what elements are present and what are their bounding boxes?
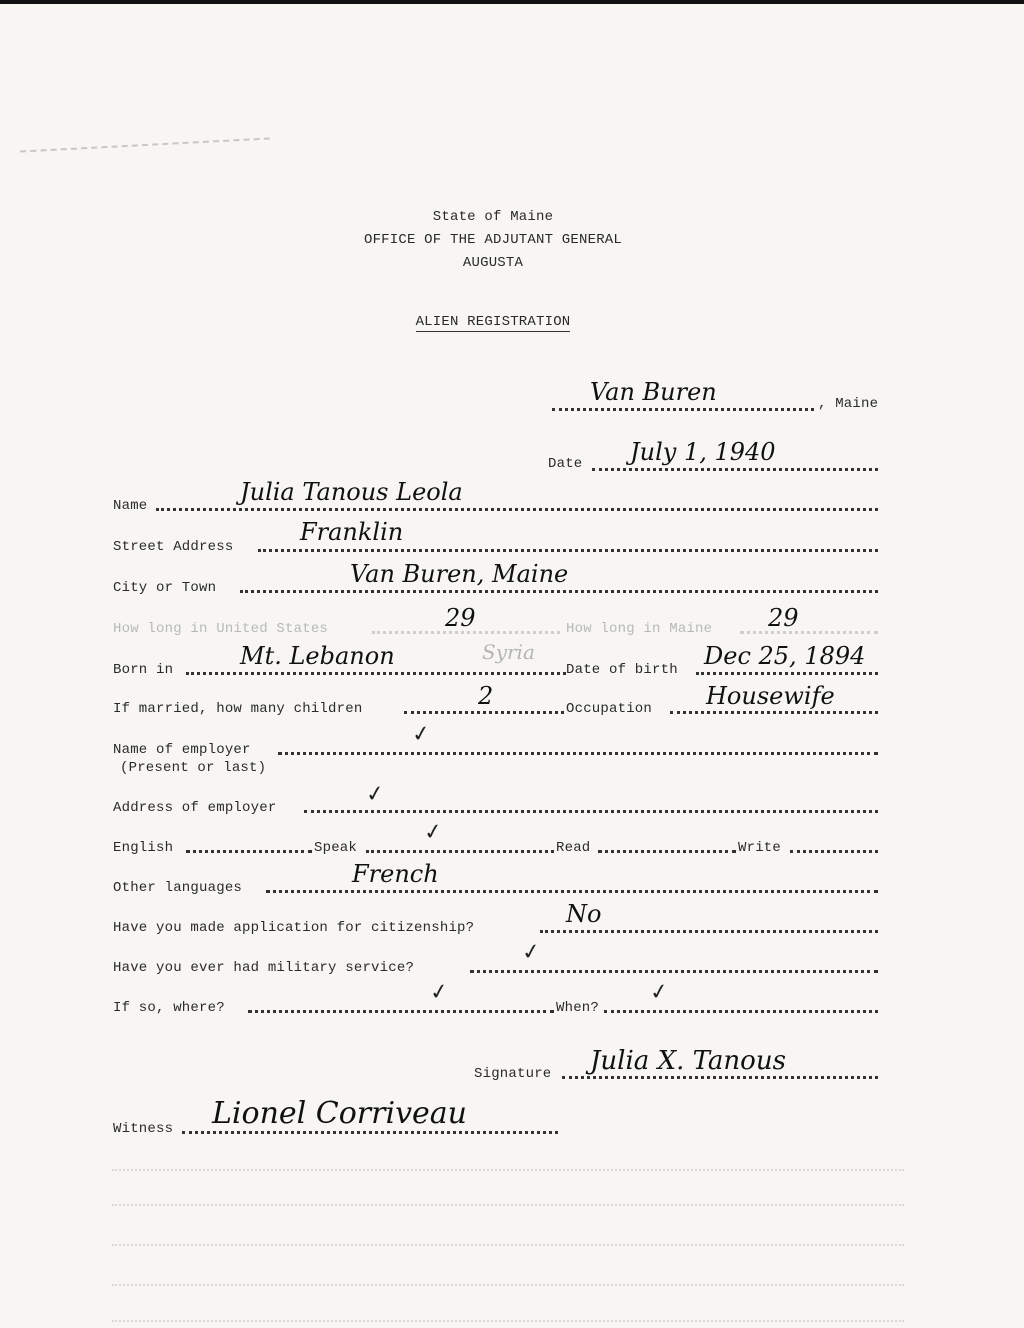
other-lang-dots — [266, 888, 878, 893]
city-dots — [240, 588, 878, 593]
city-heading: AUGUSTA — [462, 255, 524, 271]
write-label: Write — [738, 840, 782, 856]
citizenship-label: Have you made application for citizenship? — [113, 920, 475, 936]
citizenship-dots — [540, 928, 878, 933]
born-extra: Syria — [482, 640, 535, 664]
employer-address-label: Address of employer — [113, 800, 277, 816]
how-long-us-label: How long in United States — [113, 621, 329, 637]
speak-dots — [366, 848, 554, 853]
read-dots — [598, 848, 736, 853]
location-state: , Maine — [818, 396, 879, 412]
employer-address-dots — [304, 808, 878, 813]
born-dots — [186, 670, 566, 675]
location-dots — [552, 406, 814, 411]
when-check-icon: ✓ — [648, 978, 671, 1007]
date-value: July 1, 1940 — [630, 438, 776, 466]
date-dots — [592, 466, 878, 471]
name-label: Name — [113, 498, 148, 514]
english-dots — [186, 848, 312, 853]
read-label: Read — [556, 840, 591, 856]
bleed-line-3 — [112, 1244, 904, 1246]
occupation-label: Occupation — [566, 701, 653, 717]
street-dots — [258, 547, 878, 552]
when-label: When? — [556, 1000, 600, 1016]
english-label: English — [113, 840, 174, 856]
speak-label: Speak — [314, 840, 358, 856]
employer-sub-label: (Present or last) — [120, 760, 267, 776]
how-long-maine-dots — [740, 629, 878, 634]
office-heading: OFFICE OF THE ADJUTANT GENERAL — [363, 232, 623, 248]
form-title — [0, 314, 986, 330]
how-long-maine-value: 29 — [768, 604, 799, 632]
other-lang-value: French — [352, 860, 439, 888]
dob-label: Date of birth — [566, 662, 678, 678]
where-dots — [248, 1008, 554, 1013]
military-label: Have you ever had military service? — [113, 960, 415, 976]
military-check-icon: ✓ — [520, 938, 543, 967]
bleed-line-2 — [112, 1204, 904, 1206]
dob-dots — [696, 670, 878, 675]
bleed-line-1 — [112, 1169, 904, 1171]
signature-value: Julia X. Tanous — [590, 1046, 786, 1076]
how-long-maine-label: How long in Maine — [566, 621, 713, 637]
witness-value: Lionel Corriveau — [212, 1096, 467, 1131]
name-value: Julia Tanous Leola — [240, 478, 463, 506]
how-long-us-value: 29 — [445, 604, 476, 632]
city-label: City or Town — [113, 580, 217, 596]
citizenship-value: No — [566, 900, 602, 928]
speak-check-icon: ✓ — [422, 818, 445, 847]
children-label: If married, how many children — [113, 701, 363, 717]
bleed-line-4 — [112, 1284, 904, 1286]
employer-dots — [278, 750, 878, 755]
employer-label: Name of employer — [113, 742, 251, 758]
other-lang-label: Other languages — [113, 880, 243, 896]
form-title-text: ALIEN REGISTRATION — [415, 314, 571, 330]
dob-value: Dec 25, 1894 — [704, 642, 866, 670]
where-label: If so, where? — [113, 1000, 225, 1016]
employer-check-icon: ✓ — [410, 720, 433, 749]
when-dots — [604, 1008, 878, 1013]
born-label: Born in — [113, 662, 174, 678]
street-value: Franklin — [300, 518, 404, 546]
street-label: Street Address — [113, 539, 234, 555]
write-dots — [790, 848, 878, 853]
employer-address-check-icon: ✓ — [364, 780, 387, 809]
name-dots — [156, 506, 878, 511]
witness-label: Witness — [113, 1121, 174, 1137]
scan-smudge — [20, 137, 270, 152]
location-town: Van Buren — [590, 378, 717, 406]
born-value: Mt. Lebanon — [240, 642, 395, 670]
city-value: Van Buren, Maine — [350, 560, 569, 588]
signature-label: Signature — [474, 1066, 552, 1082]
children-value: 2 — [478, 682, 494, 710]
state-heading: State of Maine — [432, 209, 554, 225]
occupation-value: Housewife — [706, 682, 835, 710]
date-label: Date — [548, 456, 583, 472]
where-check-icon: ✓ — [428, 978, 451, 1007]
bleed-line-5 — [112, 1320, 904, 1322]
military-dots — [470, 968, 878, 973]
